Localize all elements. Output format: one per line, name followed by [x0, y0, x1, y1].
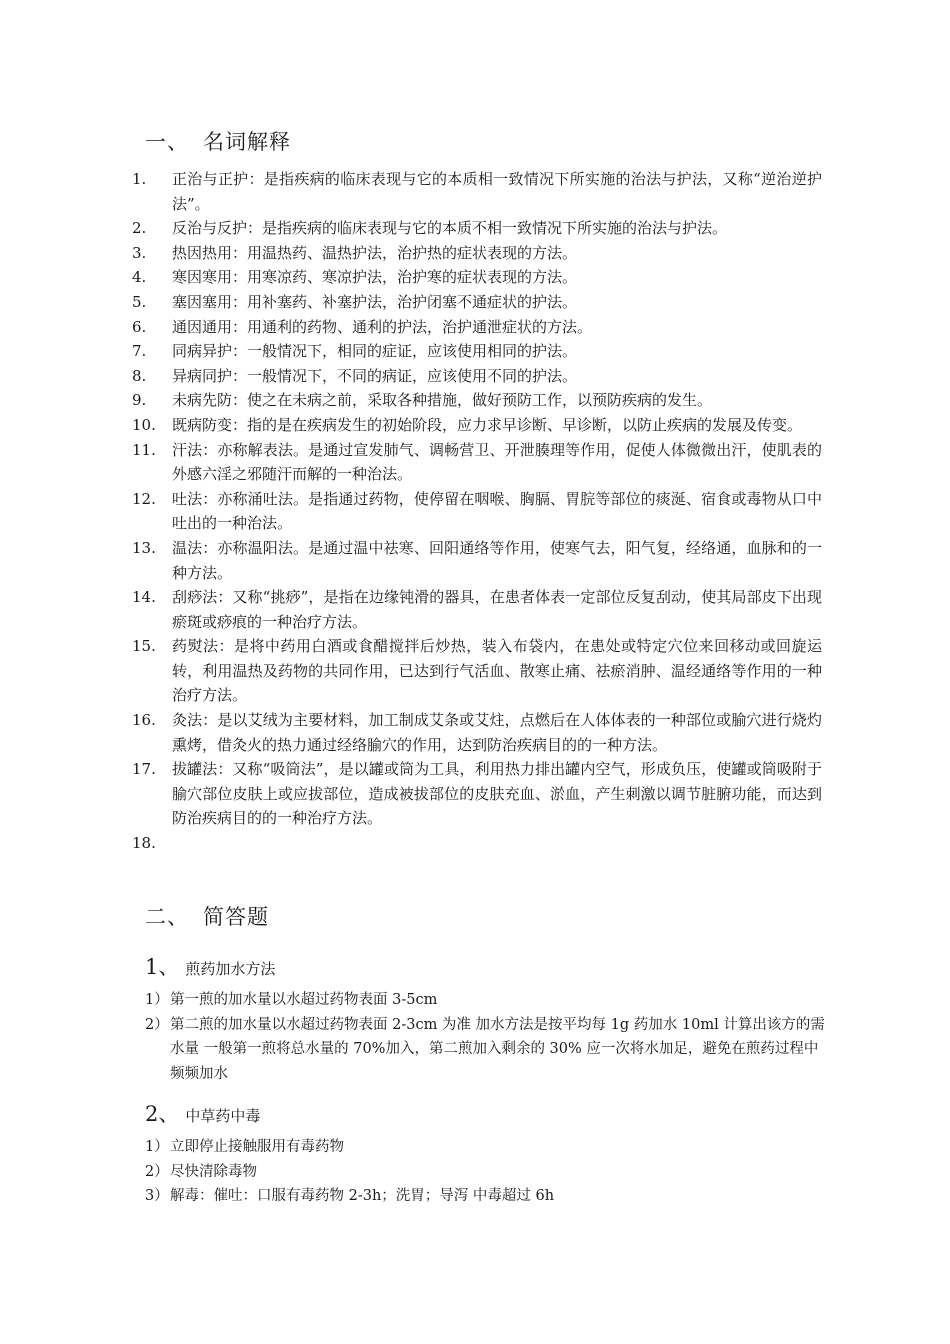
term-number: 5. — [132, 292, 147, 311]
section-heading-short-answer — [145, 901, 269, 931]
term-definition: 塞因塞用：用补塞药、补塞护法，治护闭塞不通症状的护法。 — [172, 292, 578, 311]
term-definition: 灸法：是以艾绒为主要材料，加工制成艾条或艾炷，点燃后在人体体表的一种部位或腧穴进行烧灼熏烤，借灸火的热力通过经络腧穴的作用，达到防治疾病目的的一种方法。 — [172, 711, 822, 754]
answer-list-2 — [145, 1135, 825, 1209]
term-number: 11. — [132, 440, 156, 459]
term-number: 17. — [132, 760, 156, 779]
answer-number: 3） — [145, 1188, 169, 1204]
term-list — [132, 167, 822, 856]
answer-number: 1） — [145, 992, 169, 1008]
term-definition: 正治与正护：是指疾病的临床表现与它的本质相一致情况下所实施的治法与护法，又称“逆治逆护法”。 — [172, 170, 822, 213]
answer-item — [145, 988, 825, 1013]
term-item — [132, 265, 822, 290]
question-title: 中草药中毒 — [185, 1107, 261, 1125]
term-definition: 热因热用：用温热药、温热护法，治护热的症状表现的方法。 — [172, 243, 578, 262]
term-definition: 汗法：亦称解表法。是通过宣发肺气、调畅营卫、开泄腠理等作用，促使人体微微出汗，使肌表的外感六淫之邪随汗而解的一种治法。 — [172, 440, 822, 484]
question-heading-1 — [145, 951, 275, 981]
answer-text: 解毒：催吐：口服有毒药物 2-3h；洗胃；导泻 中毒超过 6h — [170, 1188, 555, 1204]
term-item — [132, 438, 822, 487]
term-item — [132, 167, 822, 216]
question-title: 煎药加水方法 — [185, 960, 276, 978]
term-item — [132, 241, 822, 266]
term-number: 15. — [132, 637, 156, 656]
section-number: 一、 — [145, 130, 189, 154]
section-title: 名词解释 — [203, 130, 291, 154]
term-number: 3. — [132, 243, 147, 262]
section-heading-terms — [145, 126, 291, 156]
question-number: 1、 — [145, 955, 180, 979]
term-definition: 通因通用：用通利的药物、通利的护法，治护通泄症状的方法。 — [172, 317, 593, 336]
term-number: 6. — [132, 317, 147, 336]
term-number: 9. — [132, 391, 147, 410]
answer-text: 第二煎的加水量以水超过药物表面 2-3cm 为准 加水方法是按平均每 1g 药加水 10ml 计算出该方的需水量 一般第一煎将总水量的 70%加入，第二煎加入剩余的 30% 应一次将水加足，避免在煎药过程中频频加水 — [170, 1016, 825, 1082]
term-definition: 同病异护：一般情况下，相同的症证，应该使用相同的护法。 — [172, 342, 578, 361]
answer-item — [145, 1184, 825, 1209]
section-number: 二、 — [145, 905, 189, 929]
answer-number: 2） — [145, 1163, 169, 1180]
term-definition: 既病防变：指的是在疾病发生的初始阶段，应力求早诊断、早诊断，以防止疾病的发展及传变。 — [172, 415, 803, 434]
term-item — [132, 536, 822, 585]
section-title: 简答题 — [203, 905, 269, 929]
term-number: 4. — [132, 268, 147, 287]
term-number: 1. — [132, 170, 147, 188]
term-definition: 拔罐法：又称“吸筒法”，是以罐或筒为工具，利用热力排出罐内空气，形成负压，使罐或筒吸附于腧穴部位皮肤上或应拔部位，造成被拔部位的皮肤充血、淤血，产生刺激以调节脏腑功能，而达到防治疾病目的的一种治疗方法。 — [172, 760, 822, 828]
term-number: 8. — [132, 366, 147, 385]
term-item — [132, 315, 822, 340]
term-number: 2. — [132, 219, 147, 238]
term-definition: 异病同护：一般情况下，不同的病证，应该使用不同的护法。 — [172, 366, 578, 385]
answer-item — [145, 1135, 825, 1160]
term-number: 7. — [132, 342, 147, 361]
term-item — [132, 757, 822, 831]
term-number: 10. — [132, 415, 156, 434]
term-definition: 药熨法：是将中药用白酒或食醋搅拌后炒热，装入布袋内，在患处或特定穴位来回移动或回旋运转，利用温热及药物的共同作用，已达到行气活血、散寒止痛、祛瘀消肿、温经通络等作用的一种治疗方法。 — [172, 637, 822, 705]
term-item — [132, 708, 822, 757]
term-item — [132, 585, 822, 634]
term-definition: 温法：亦称温阳法。是通过温中祛寒、回阳通络等作用，使寒气去，阳气复，经络通，血脉和的一种方法。 — [172, 538, 822, 582]
term-definition: 未病先防：使之在未病之前，采取各种措施，做好预防工作，以预防疾病的发生。 — [172, 391, 713, 410]
term-number: 16. — [132, 711, 156, 730]
term-item — [132, 364, 822, 389]
answer-item — [145, 1160, 825, 1185]
term-number: 14. — [132, 588, 156, 607]
term-definition — [172, 831, 822, 856]
term-definition: 刮痧法：又称“挑痧”，是指在边缘钝滑的器具，在患者体表一定部位反复刮动，使其局部皮下出现瘀斑或痧痕的一种治疗方法。 — [172, 588, 822, 631]
answer-text: 立即停止接触服用有毒药物 — [170, 1139, 344, 1155]
term-number: 12. — [132, 489, 156, 508]
answer-number: 1） — [145, 1139, 169, 1155]
question-number: 2、 — [145, 1102, 180, 1126]
answer-item — [145, 1013, 825, 1087]
term-number: 13. — [132, 538, 156, 557]
term-item — [132, 339, 822, 364]
answer-text: 尽快清除毒物 — [170, 1163, 257, 1180]
answer-text: 第一煎的加水量以水超过药物表面 3-5cm — [170, 992, 438, 1008]
term-item — [132, 216, 822, 241]
answer-list-1 — [145, 988, 825, 1086]
term-definition: 寒因寒用：用寒凉药、寒凉护法，治护寒的症状表现的方法。 — [172, 268, 578, 287]
question-heading-2 — [145, 1098, 260, 1128]
term-item — [132, 413, 822, 438]
term-item — [132, 831, 822, 856]
term-number: 18. — [132, 834, 156, 853]
term-item — [132, 487, 822, 536]
term-definition: 反治与反护：是指疾病的临床表现与它的本质不相一致情况下所实施的治法与护法。 — [172, 219, 728, 238]
term-item — [132, 290, 822, 315]
term-item — [132, 388, 822, 413]
term-item — [132, 634, 822, 708]
answer-number: 2） — [145, 1016, 169, 1033]
term-definition: 吐法：亦称涌吐法。是指通过药物，使停留在咽喉、胸膈、胃脘等部位的痰涎、宿食或毒物从口中吐出的一种治法。 — [172, 489, 822, 533]
